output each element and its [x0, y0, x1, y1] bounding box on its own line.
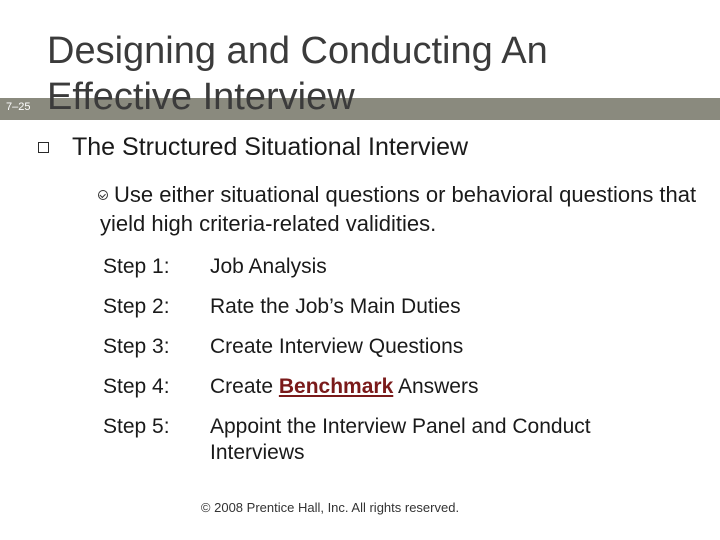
step-text: Job Analysis	[210, 255, 327, 278]
step-label: Step 5:	[103, 415, 170, 438]
step-text-after: Answers	[393, 375, 479, 398]
step-row	[103, 334, 703, 360]
subpoint-text: Use either situational questions or behavioral questions that yield high criteria-related validities.	[100, 182, 697, 236]
step-label: Step 4:	[103, 375, 170, 398]
copyright-footer: © 2008 Prentice Hall, Inc. All rights reserved.	[200, 500, 460, 515]
step-label: Step 3:	[103, 335, 170, 358]
benchmark-link[interactable]: Benchmark	[278, 375, 394, 398]
step-label: Step 1:	[103, 255, 170, 278]
step-row	[103, 294, 703, 320]
step-text-before: Create	[210, 375, 279, 398]
step-row	[103, 414, 703, 466]
step-text: Create Interview Questions	[210, 335, 464, 358]
step-text	[210, 374, 670, 400]
step-text: Rate the Job’s Main Duties	[210, 295, 461, 318]
square-box-icon	[38, 142, 49, 153]
steps-list	[103, 254, 703, 480]
subpoint-bullet	[100, 180, 700, 238]
heading-bullet	[38, 133, 468, 162]
circle-check-icon	[98, 190, 108, 200]
step-text: Appoint the Interview Panel and Conduct Interviews	[210, 415, 591, 464]
step-label: Step 2:	[103, 295, 170, 318]
heading-text: The Structured Situational Interview	[72, 133, 469, 161]
slide-number: 7–25	[6, 101, 31, 113]
step-row	[103, 254, 703, 280]
slide-title: Designing and Conducting An Effective Interview	[47, 30, 548, 118]
step-row	[103, 374, 703, 400]
